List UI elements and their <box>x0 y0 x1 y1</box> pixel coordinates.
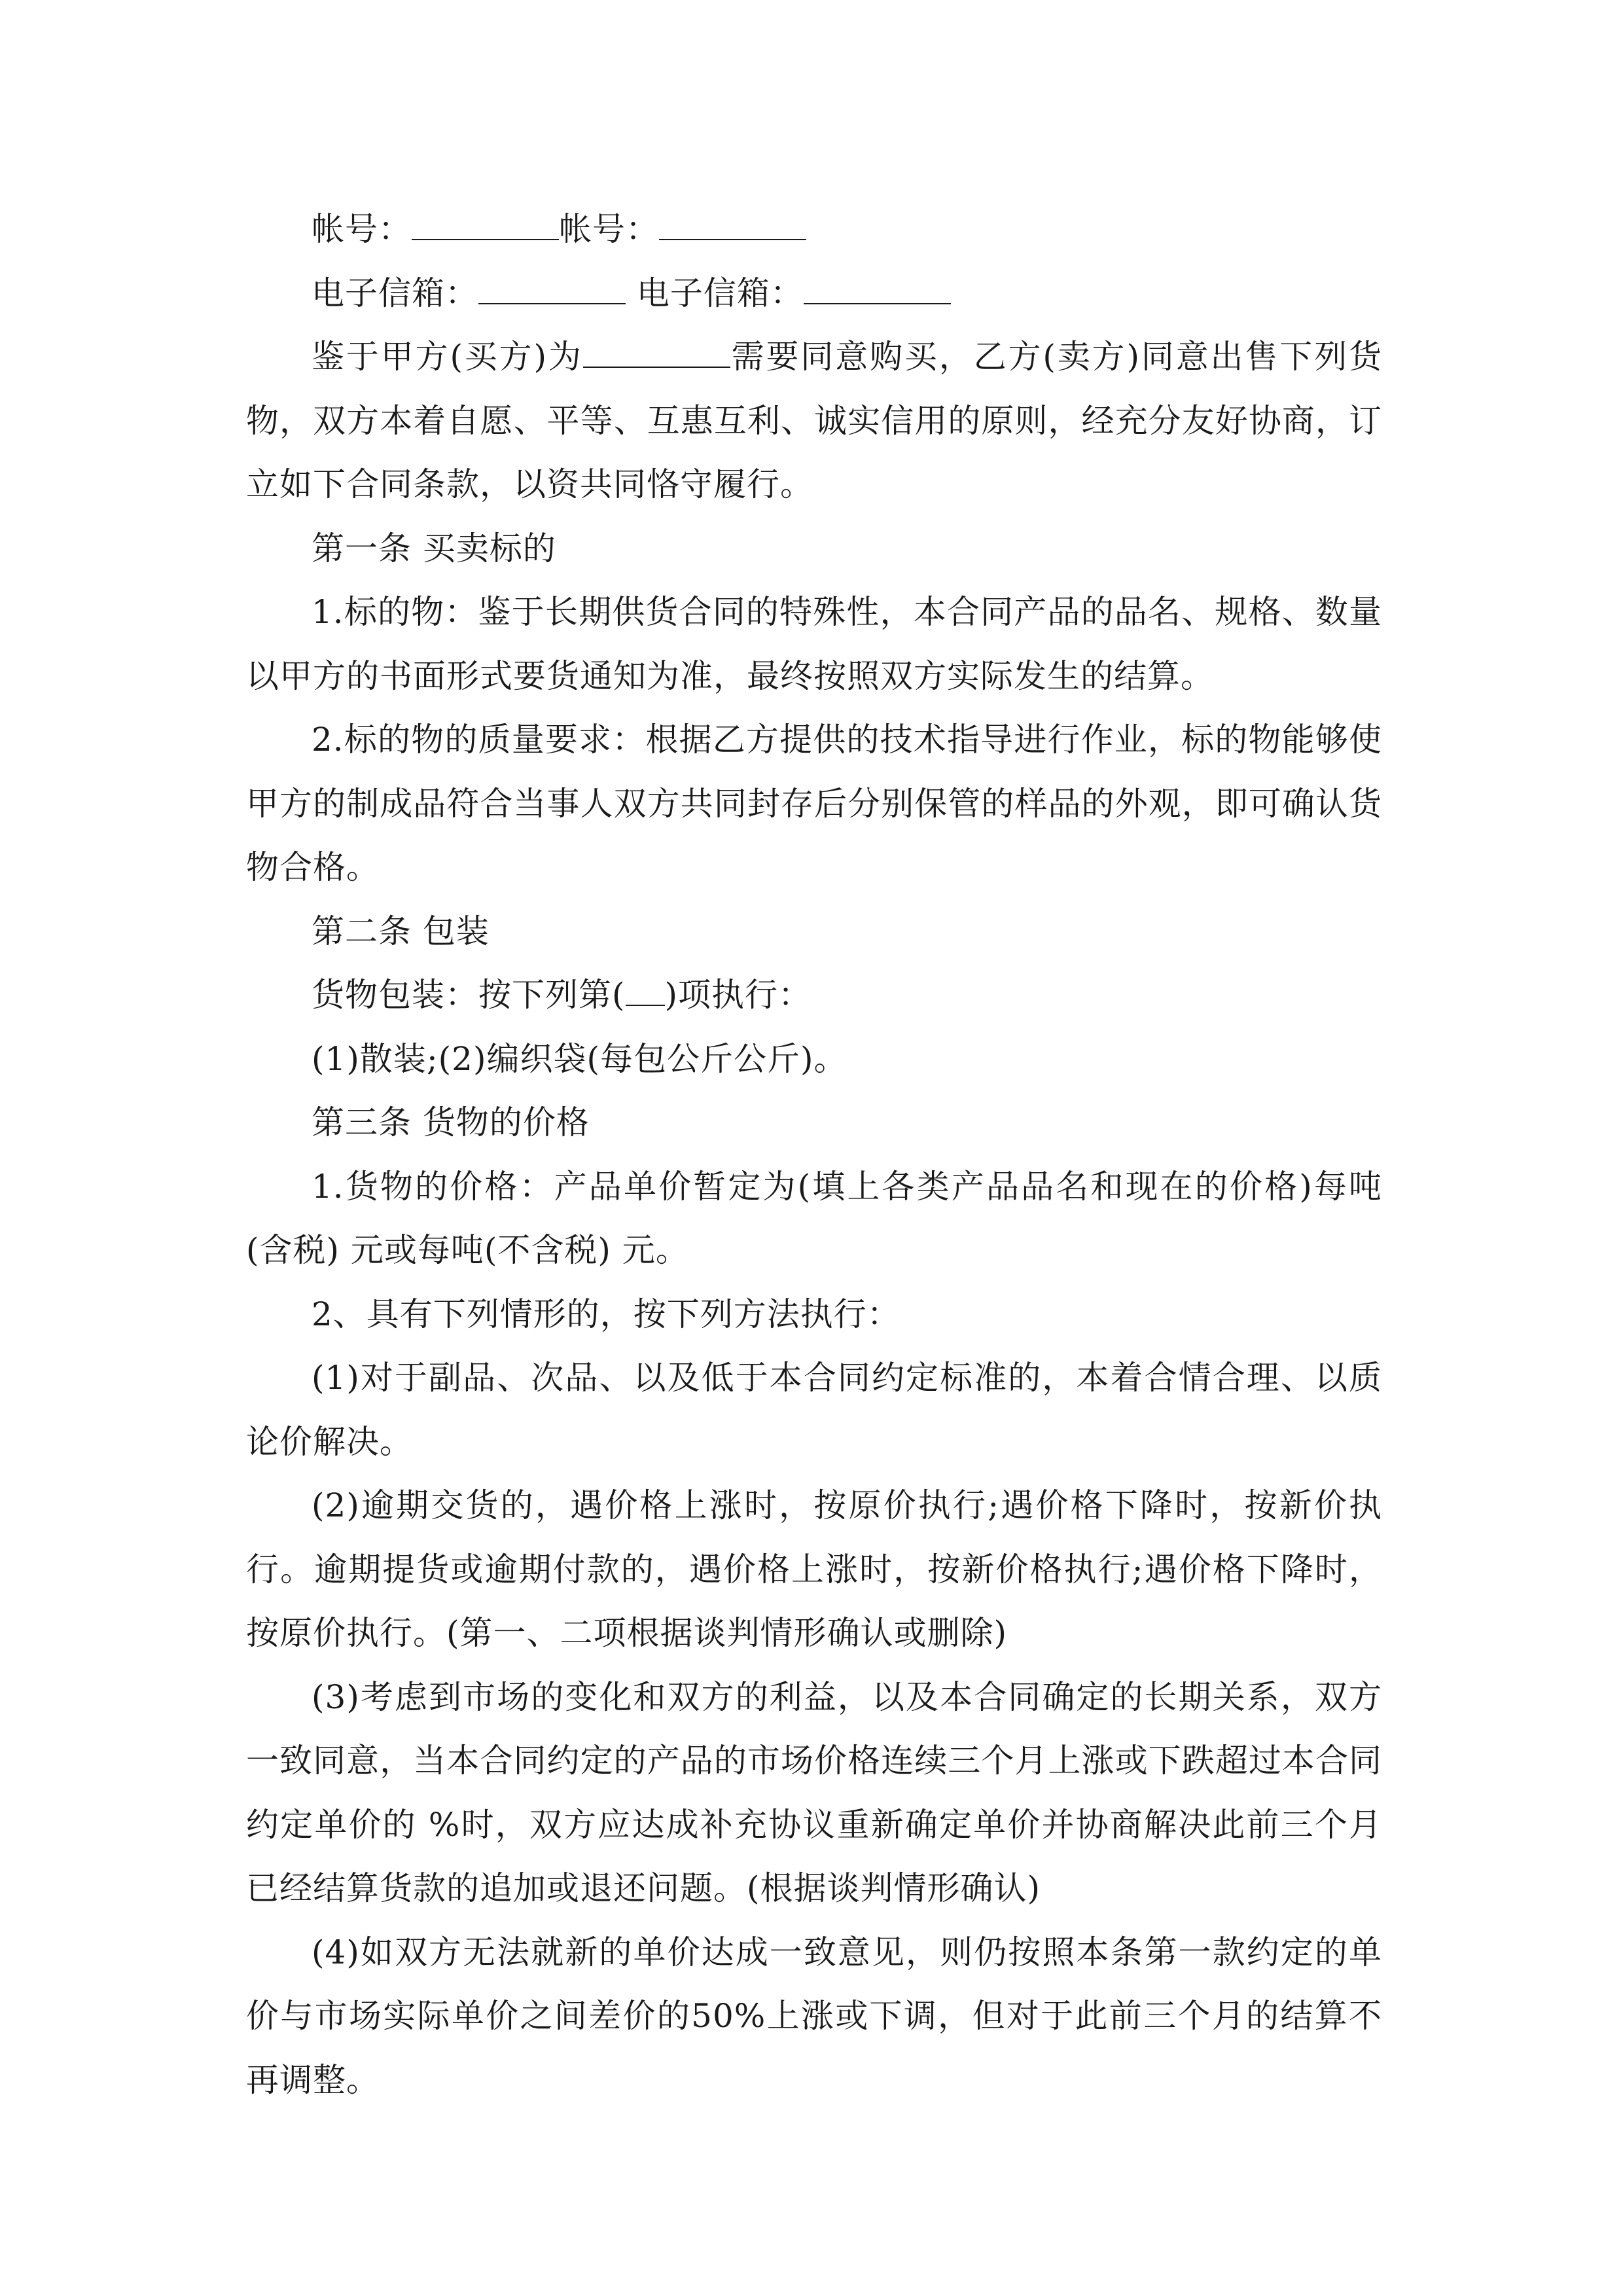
account-blank-party-a <box>412 208 559 241</box>
article-1-title: 第一条 买卖标的 <box>312 529 556 567</box>
preamble-paragraph <box>246 325 1382 517</box>
article-3-sub-3: (3)考虑到市场的变化和双方的利益，以及本合同确定的长期关系，双方一致同意，当本合同约定的产品的市场价格连续三个月上涨或下跌超过本合同约定单价的 %时，双方应达成补充协议重新确定单价并协商解决此前三个月已经结算货款的追加或退还问题。(根据谈判情形确认) <box>246 1677 1382 1907</box>
article-1-item-1: 1.标的物：鉴于长期供货合同的特殊性，本合同产品的品名、规格、数量以甲方的书面形式要货通知为准，最终按照双方实际发生的结算。 <box>246 593 1382 695</box>
article-3-sub-1: (1)对于副品、次品、以及低于本合同约定标准的，本着合情合理、以质论价解决。 <box>246 1359 1382 1461</box>
article-2-options: (1)散装;(2)编织袋(每包公斤公斤)。 <box>312 1039 847 1078</box>
account-label-party-b: 帐号： <box>559 210 659 248</box>
article-2-packing-line <box>246 963 1382 1028</box>
article-3-item-2: 2、具有下列情形的，按下列方法执行： <box>312 1295 901 1333</box>
purpose-blank <box>583 336 730 368</box>
packing-text-before-blank: 货物包装：按下列第( <box>312 976 626 1014</box>
email-blank-party-b <box>804 272 951 304</box>
article-2-title: 第二条 包装 <box>312 912 490 950</box>
email-blank-party-a <box>478 272 626 304</box>
article-3-sub-2: (2)逾期交货的，遇价格上涨时，按原价执行;遇价格下降时，按新价执行。逾期提货或逾期付款的，遇价格上涨时，按新价格执行;遇价格下降时，按原价执行。(第一、二项根据谈判情形确认或删除) <box>246 1486 1382 1652</box>
packing-text-after-blank: )项执行： <box>664 976 812 1014</box>
accounts-line <box>246 198 1382 262</box>
article-3-item-1: 1.货物的价格：产品单价暂定为(填上各类产品品名和现在的价格)每吨(含税) 元或每吨(不含税) 元。 <box>246 1167 1382 1269</box>
email-label-party-a: 电子信箱： <box>312 274 478 312</box>
contract-body <box>246 198 1382 2112</box>
account-label-party-a: 帐号： <box>312 210 412 248</box>
preamble-text-after-blank: 需要同意购买，乙方(卖方)同意出售下列货物，双方本着自愿、平等、互惠互利、诚实信用的原则，经充分友好协商，订立如下合同条款，以资共同恪守履行。 <box>246 338 1382 503</box>
article-3-sub-4: (4)如双方无法就新的单价达成一致意见，则仍按照本条第一款约定的单价与市场实际单价之间差价的50%上涨或下调，但对于此前三个月的结算不再调整。 <box>246 1933 1382 2099</box>
article-1-item-2: 2.标的物的质量要求：根据乙方提供的技术指导进行作业，标的物能够使甲方的制成品符合当事人双方共同封存后分别保管的样品的外观，即可确认货物合格。 <box>246 721 1382 886</box>
email-line <box>246 262 1382 326</box>
article-3-title: 第三条 货物的价格 <box>312 1103 590 1141</box>
packing-option-blank <box>626 974 665 1007</box>
account-blank-party-b <box>659 208 806 241</box>
email-label-party-b: 电子信箱： <box>636 274 804 312</box>
preamble-text-before-blank: 鉴于甲方(买方)为 <box>312 338 583 376</box>
